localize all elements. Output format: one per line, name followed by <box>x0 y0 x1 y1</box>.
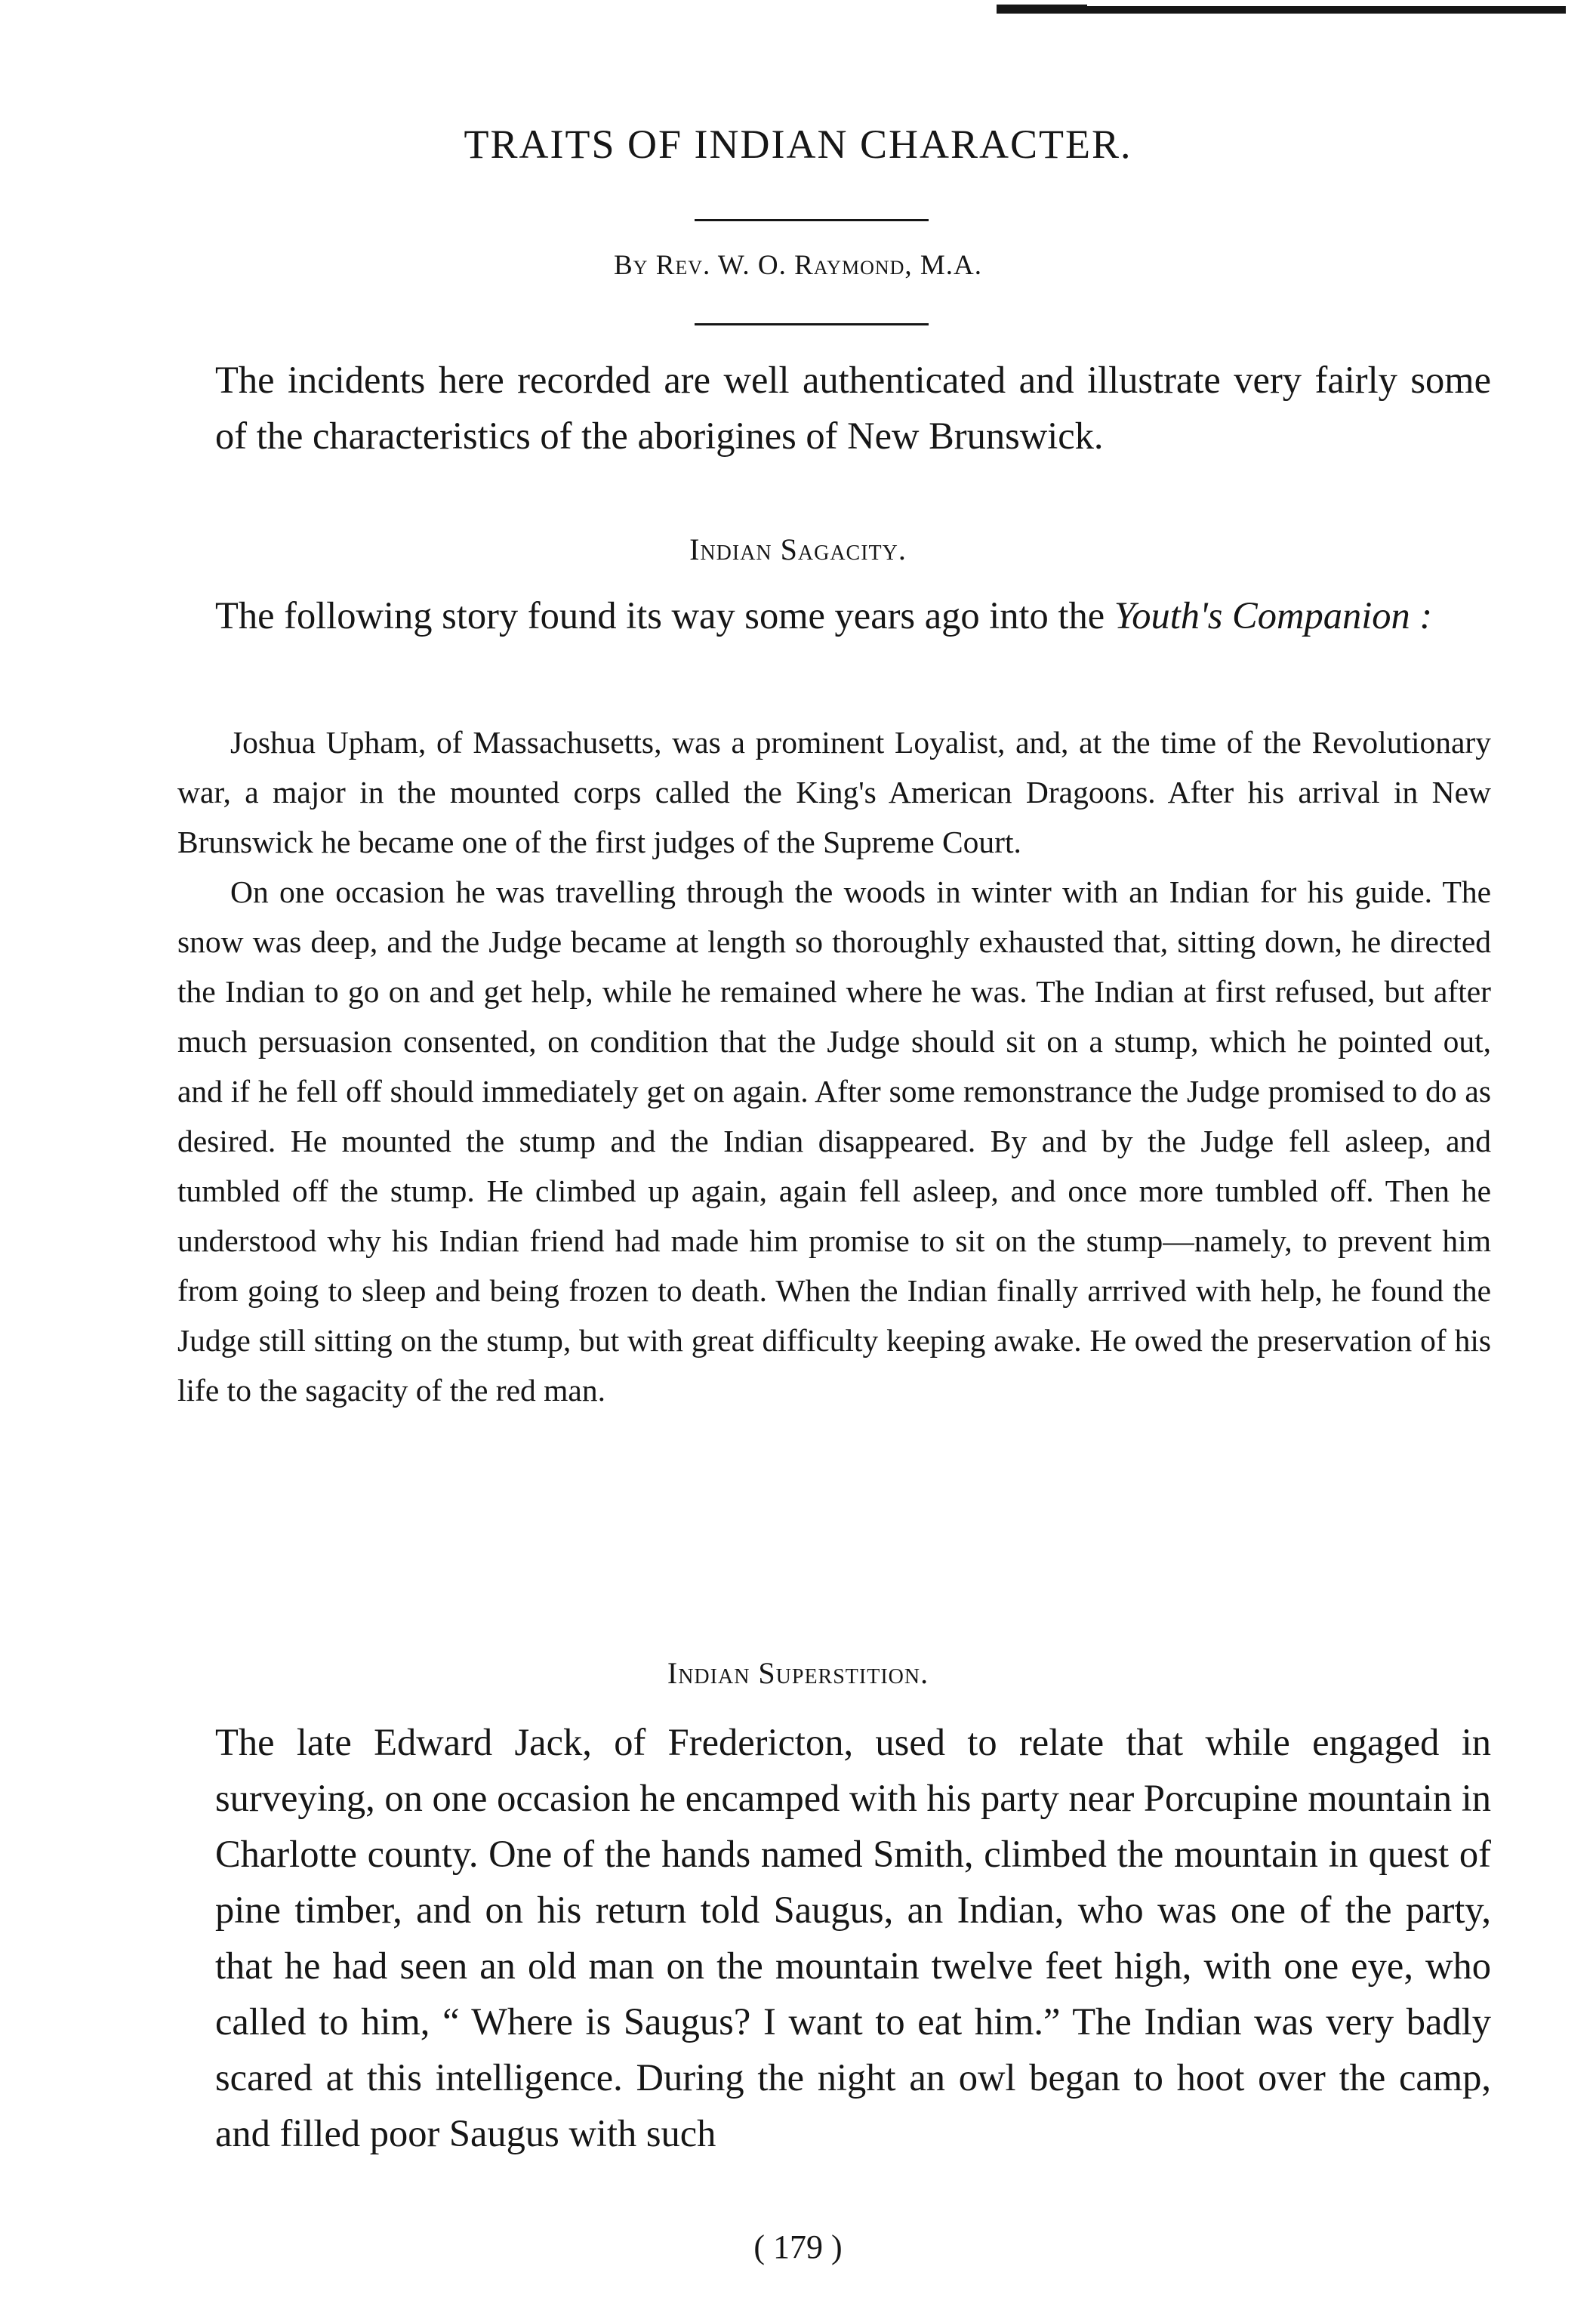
sagacity-lead-source: Youth's Companion : <box>1114 594 1433 637</box>
top-rule <box>997 6 1566 14</box>
sagacity-quote <box>177 717 1491 1415</box>
quote-paragraph-1: Joshua Upham, of Massachusetts, was a prominent Loyalist, and, at the time of the Revolutionary war, a major in the mounted corps called the King's American Dragoons. After his arrival in New Brunswick he became one of the first judges of the Supreme Court. <box>177 725 1491 859</box>
sagacity-lead-paragraph <box>215 588 1491 643</box>
page-number: ( 179 ) <box>753 2228 843 2265</box>
superstition-text: The late Edward Jack, of Fredericton, used to relate that while engaged in surveying, on one occasion he encamped with his party near Porcupine mountain in Charlotte county. One of the hands named Smith, climbed the mountain in quest of pine timber, and on his return told Saugus, an Indian, who was one of the party, that he had seen an old man on the mountain twelve feet high, with one eye, who called to him, “ Where is Saugus? I want to eat him.” The Indian was very badly scared at this intelligence. During the night an owl began to hoot over the camp, and filled poor Saugus with such <box>215 1721 1491 2154</box>
intro-paragraph <box>215 352 1491 464</box>
section-heading-superstition: Indian Superstition. <box>667 1656 929 1690</box>
byline: By Rev. W. O. Raymond, M.A. <box>613 250 983 281</box>
quote-paragraph-2: On one occasion he was travelling through the woods in winter with an Indian for his guide. The snow was deep, and the Judge became at length so thoroughly exhausted that, sitting down, he directed the Indian to go on and get help, while he remained where he was. The Indian at first refused, but after much persuasion consented, on condition that the Judge should sit on a stump, which he pointed out, and if he fell off should immediately get on again. After some remonstrance the Judge promised to do as desired. He mounted the stump and the Indian disappeared. By and by the Judge fell asleep, and tumbled off the stump. He climbed up again, again fell asleep, and once more tumbled off. Then he understood why his Indian friend had made him promise to sit on the stump—namely, to prevent him from going to sleep and being frozen to death. When the Indian finally arrrived with help, he found the Judge still sitting on the stump, but with great difficulty keeping awake. He owed the preservation of his life to the sagacity of the red man. <box>177 874 1491 1408</box>
sagacity-lead-text: The following story found its way some years ago into the <box>215 594 1114 637</box>
title-rule <box>695 219 929 221</box>
section-heading-sagacity: Indian Sagacity. <box>689 532 907 566</box>
superstition-paragraph <box>215 1714 1491 2161</box>
byline-rule <box>695 323 929 325</box>
intro-text: The incidents here recorded are well authenticated and illustrate very fairly some of the characteristics of the aborigines of New Brunswick. <box>215 359 1491 457</box>
article-title: TRAITS OF INDIAN CHARACTER. <box>464 122 1132 167</box>
